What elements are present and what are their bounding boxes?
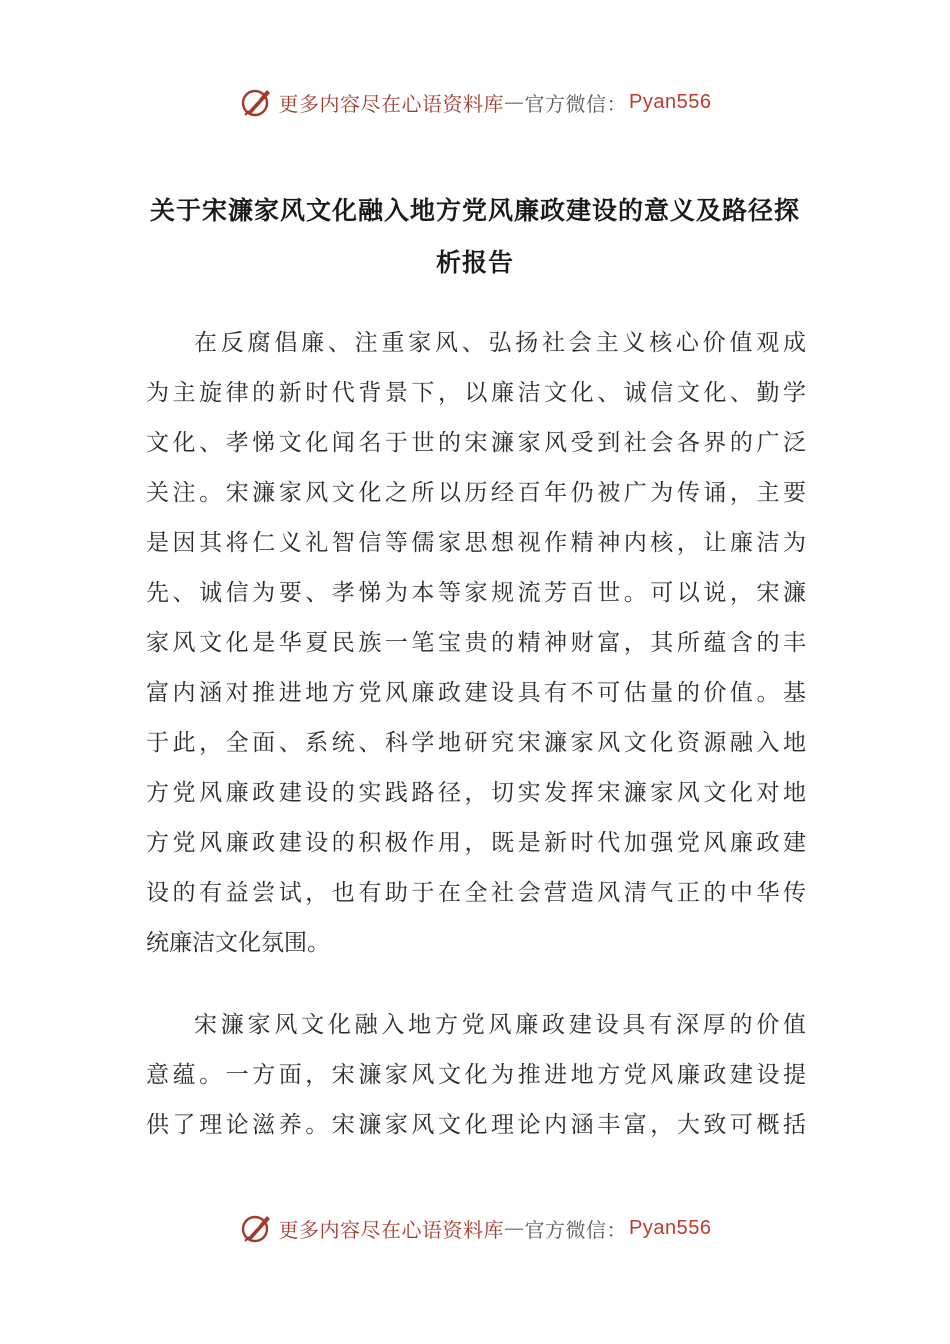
banner-official-label: 官方微信： bbox=[524, 91, 628, 116]
banner-brand-text: 更多内容尽在心语资料库 bbox=[278, 91, 505, 116]
paragraph-line: 方党风廉政建设的实践路径，切实发挥宋濂家风文化对地 bbox=[146, 780, 806, 806]
footer-banner bbox=[0, 1206, 950, 1250]
paragraph-line: 家风文化是华夏民族一笔宝贵的精神财富，其所蕴含的丰 bbox=[146, 630, 806, 656]
paragraph-line: 富内涵对推进地方党风廉政建设具有不可估量的价值。基 bbox=[146, 680, 806, 706]
paragraph-line: 方党风廉政建设的积极作用，既是新时代加强党风廉政建 bbox=[146, 830, 806, 856]
document-title bbox=[140, 185, 810, 289]
paragraph-line: 宋濂家风文化融入地方党风廉政建设具有深厚的价值 bbox=[194, 1012, 806, 1038]
paragraph-line: 在反腐倡廉、注重家风、弘扬社会主义核心价值观成 bbox=[194, 330, 806, 356]
paragraph-line: 意蕴。一方面，宋濂家风文化为推进地方党风廉政建设提 bbox=[146, 1062, 806, 1088]
banner-wechat-id: Pyan556 bbox=[629, 1216, 712, 1239]
banner-dash: — bbox=[504, 90, 525, 114]
title-line-2: 析报告 bbox=[435, 248, 514, 277]
banner-brand-text: 更多内容尽在心语资料库 bbox=[278, 1217, 505, 1242]
paragraph-line: 是因其将仁义礼智信等儒家思想视作精神内核，让廉洁为 bbox=[146, 530, 806, 556]
paragraph-line: 为主旋律的新时代背景下，以廉洁文化、诚信文化、勤学 bbox=[146, 380, 806, 406]
paragraph-line: 统廉洁文化氛围。 bbox=[146, 930, 330, 956]
banner-official-label: 官方微信： bbox=[524, 1217, 628, 1242]
banner-wechat-id: Pyan556 bbox=[629, 90, 712, 113]
title-line-1: 关于宋濂家风文化融入地方党风廉政建设的意义及路径探 bbox=[149, 196, 800, 225]
paragraph-2 bbox=[146, 1000, 806, 1150]
header-banner bbox=[0, 80, 950, 124]
paragraph-line: 设的有益尝试，也有助于在全社会营造风清气正的中华传 bbox=[146, 880, 806, 906]
paragraph-line: 文化、孝悌文化闻名于世的宋濂家风受到社会各界的广泛 bbox=[146, 430, 806, 456]
banner-dash: — bbox=[504, 1216, 525, 1240]
quill-pen-icon bbox=[239, 1211, 273, 1245]
paragraph-1 bbox=[146, 318, 806, 968]
paragraph-line: 于此，全面、系统、科学地研究宋濂家风文化资源融入地 bbox=[146, 730, 806, 756]
paragraph-line: 先、诚信为要、孝悌为本等家规流芳百世。可以说，宋濂 bbox=[146, 580, 806, 606]
paragraph-line: 关注。宋濂家风文化之所以历经百年仍被广为传诵，主要 bbox=[146, 480, 806, 506]
paragraph-line: 供了理论滋养。宋濂家风文化理论内涵丰富，大致可概括 bbox=[146, 1112, 806, 1138]
quill-pen-icon bbox=[239, 85, 273, 119]
